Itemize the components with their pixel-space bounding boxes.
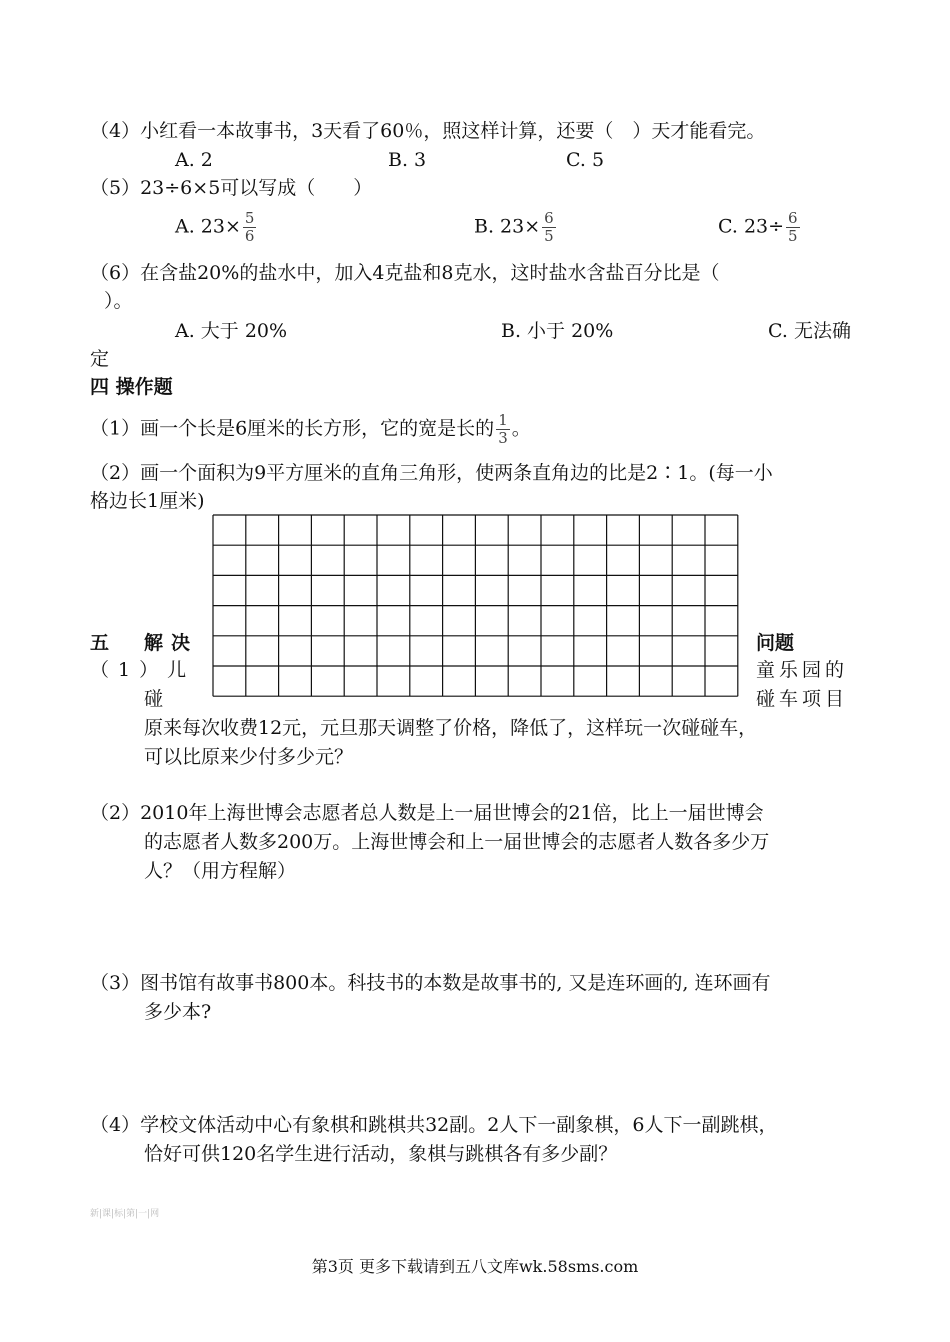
- section5-q1-right: 童乐园的: [756, 659, 849, 681]
- fraction: $\frac{1}{3}$: [498, 411, 508, 447]
- q6-stem-cont: ）。: [104, 290, 133, 312]
- section5-q2-line3: 人？（用方程解）: [144, 860, 297, 882]
- section5-q4-line1: （4）学校文体活动中心有象棋和跳棋共32副。2人下一副象棋，6人下一副跳棋，: [90, 1114, 778, 1136]
- section5-title-right: 问题: [756, 632, 795, 654]
- fraction: $\frac{5}{6}$: [244, 209, 255, 245]
- section4-title: 四 操作题: [90, 376, 173, 398]
- q4-stem: （4）小红看一本故事书，3天看了60％，照这样计算，还要（ ）天才能看完。: [90, 120, 766, 142]
- section5-q4-line2: 恰好可供120名学生进行活动，象棋与跳棋各有多少副？: [144, 1143, 618, 1165]
- q5-option-b: B. 23× $\frac{6}{5}$: [474, 209, 554, 245]
- section5-q1-line3: 原来每次收费12元，元旦那天调整了价格，降低了，这样玩一次碰碰车，: [144, 717, 758, 739]
- section5-title-left: 五 解决: [90, 632, 199, 654]
- section5-q3-line1: （3）图书馆有故事书800本。科技书的本数是故事书的, 又是连环画的, 连环画有: [90, 972, 771, 994]
- q5-option-a: A. 23× $\frac{5}{6}$: [175, 209, 255, 245]
- q6-option-b: B. 小于 20%: [501, 320, 614, 342]
- section4-q2-line2: 格边长1厘米): [90, 490, 205, 512]
- section4-q1: （1）画一个长是6厘米的长方形，它的宽是长的 $\frac{1}{3}$ 。: [90, 411, 531, 447]
- section4-q2-line1: （2）画一个面积为9平方厘米的直角三角形，使两条直角边的比是2∶1。(每一小: [90, 462, 773, 484]
- section5-q1-left: （1）儿: [90, 659, 196, 681]
- q5-option-c: C. 23÷ $\frac{6}{5}$: [718, 209, 798, 245]
- q6-option-c: C. 无法确: [768, 320, 851, 342]
- q4-option-c: C. 5: [566, 149, 605, 171]
- section5-q1-line4: 可以比原来少付多少元？: [144, 746, 354, 768]
- section5-q2-line1: （2）2010年上海世博会志愿者总人数是上一届世博会的21倍，比上一届世博会: [90, 802, 764, 824]
- drawing-grid: [212, 514, 742, 698]
- q6-stem: （6）在含盐20%的盐水中，加入4克盐和8克水，这时盐水含盐百分比是（: [90, 262, 720, 284]
- q4-option-a: A. 2: [175, 149, 213, 171]
- section5-q1-left2: 碰: [144, 688, 164, 710]
- section5-q1-right2: 碰车项目: [756, 688, 849, 710]
- q6-option-c-cont: 定: [90, 348, 110, 370]
- q4-option-b: B. 3: [388, 149, 427, 171]
- fraction: $\frac{6}{5}$: [788, 209, 798, 245]
- q6-option-a: A. 大于 20%: [175, 320, 288, 342]
- q5-stem: （5）23÷6×5可以写成（ ）: [90, 177, 373, 199]
- section5-q2-line2: 的志愿者人数多200万。上海世博会和上一届世博会的志愿者人数各多少万: [144, 831, 770, 853]
- section5-q3-line2: 多少本?: [144, 1001, 212, 1023]
- fraction: $\frac{6}{5}$: [544, 209, 554, 245]
- watermark: 新|课|标|第|一|网: [90, 1209, 160, 1219]
- page-footer: 第3页 更多下载请到五八文库wk.58sms.com: [311, 1257, 639, 1276]
